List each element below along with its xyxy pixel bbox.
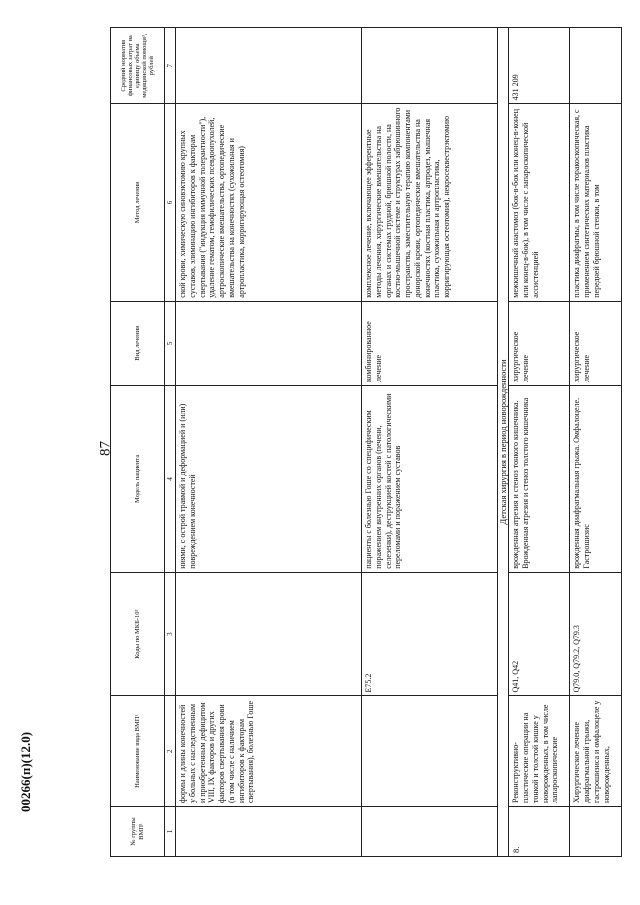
cell-treatment-type: хирургическое лечение xyxy=(509,301,570,385)
header-icd-codes: Коды по МКБ-10² xyxy=(111,572,165,696)
table-row xyxy=(176,28,362,857)
cell-vmp-name: Хирургическое лечение диафрагмальной грыжи, гастрошизиса и омфалоцеле у новорожденных, xyxy=(570,696,622,807)
cell-group xyxy=(176,807,362,857)
cell-cost xyxy=(570,28,622,104)
cell-treatment-type xyxy=(176,301,362,385)
table-header-row xyxy=(111,28,165,857)
cell-vmp-name xyxy=(362,696,498,807)
column-numbers-row xyxy=(165,28,176,857)
header-group-number: № группы ВМП¹ xyxy=(111,807,165,857)
cell-cost xyxy=(176,28,362,104)
cell-icd-codes: Q41, Q42 xyxy=(509,572,570,696)
column-number: 3 xyxy=(165,572,176,696)
cell-treatment-type: комбинированное лечение xyxy=(362,301,498,385)
cell-icd-codes xyxy=(176,572,362,696)
header-vmp-name: Наименование вида ВМП¹ xyxy=(111,696,165,807)
section-title: Детская хирургия в период новорожденности xyxy=(498,28,509,857)
cell-icd-codes: Q79.0, Q79.2, Q79.3 xyxy=(570,572,622,696)
rotated-table-wrapper xyxy=(110,27,622,857)
header-treatment-method: Метод лечения xyxy=(111,104,165,301)
cell-patient-model: врожденная диафрагмальная грыжа. Омфалоцеле. Гастрошизис xyxy=(570,385,622,572)
cell-treatment-method: пластика диафрагмы, в том числе торакоскопическая, с применением синтетических материалов пластика передней брюшной стенки, в том xyxy=(570,104,622,301)
cell-treatment-method: межкишечный анастомоз (бок-в-бок или конец-в-конец или конец-в-бок), в том числе с лапароскопической ассистенцией xyxy=(509,104,570,301)
header-treatment-type: Вид лечения xyxy=(111,301,165,385)
cell-group: 8. xyxy=(509,807,570,857)
cell-vmp-name: формы и длины конечностей у больных с наследственным и приобретенным дефицитом VIII, IX факторов и других факторов свертывания крови (в том числе с наличием ингибиторов к факторам свертывания), болезнью Гоше xyxy=(176,696,362,807)
cell-icd-codes: E75.2 xyxy=(362,572,498,696)
cell-vmp-name: Реконструктивно-пластические операции на тонкой и толстой кишке у новорожденных, в том числе лапароскопические xyxy=(509,696,570,807)
cell-treatment-type: хирургическое лечение xyxy=(570,301,622,385)
column-number: 1 xyxy=(165,807,176,857)
column-number: 6 xyxy=(165,104,176,301)
cell-cost xyxy=(362,28,498,104)
section-row xyxy=(498,28,509,857)
column-number: 4 xyxy=(165,385,176,572)
table-row xyxy=(509,28,570,857)
cell-cost: 431 209 xyxy=(509,28,570,104)
column-number: 7 xyxy=(165,28,176,104)
page-number: 87 xyxy=(97,441,114,456)
table-row xyxy=(362,28,498,857)
cell-treatment-method: комплексное лечение, включающее эфферентные методы лечения, хирургические вмешательства на органах и системах грудной, брюшной полости, на костно-мышечной системе и структурах забрюшинного пространства, заместительную терапию компонентами донорской крови, ортопедические вмешательства на конечностях (костная пластика, артродез, мышечная пластика, сухожильная и артропластика, корригирующая остеотомия), некросеквестрэктомию xyxy=(362,104,498,301)
column-number: 2 xyxy=(165,696,176,807)
vmp-table xyxy=(110,27,622,857)
cell-patient-model: ниями, с острой травмой и деформацией и (или) повреждением конечностей xyxy=(176,385,362,572)
header-cost-norm: Средний норматив финансовых затрат на единицу объема медицинской помощи³, рублей xyxy=(111,28,165,104)
column-number: 5 xyxy=(165,301,176,385)
table-row xyxy=(570,28,622,857)
document-code: 00266(п)(12.0) xyxy=(18,731,33,812)
header-patient-model: Модель пациента xyxy=(111,385,165,572)
cell-group xyxy=(362,807,498,857)
cell-treatment-method: ской крови, химическую синовэктомию крупных суставов, элиминацию ингибиторов к факторам свертывания ("индукция иммунной толерантности"), удаление гематом, гемофилических псевдоопухолей, артроскопические вмешательства, ортопедические вмешательства на конечностях (сухожильная и артропластика, корригирующая остеотомия) xyxy=(176,104,362,301)
cell-patient-model: врожденная атрезия и стеноз тонкого кишечника. Врожденная атрезия и стеноз толстого кишечника xyxy=(509,385,570,572)
cell-patient-model: пациенты с болезнью Гоше со специфическим поражением внутренних органов (печени, селезенки), деструкцией костей с патологическими переломами и поражением суставов xyxy=(362,385,498,572)
cell-group xyxy=(570,807,622,857)
